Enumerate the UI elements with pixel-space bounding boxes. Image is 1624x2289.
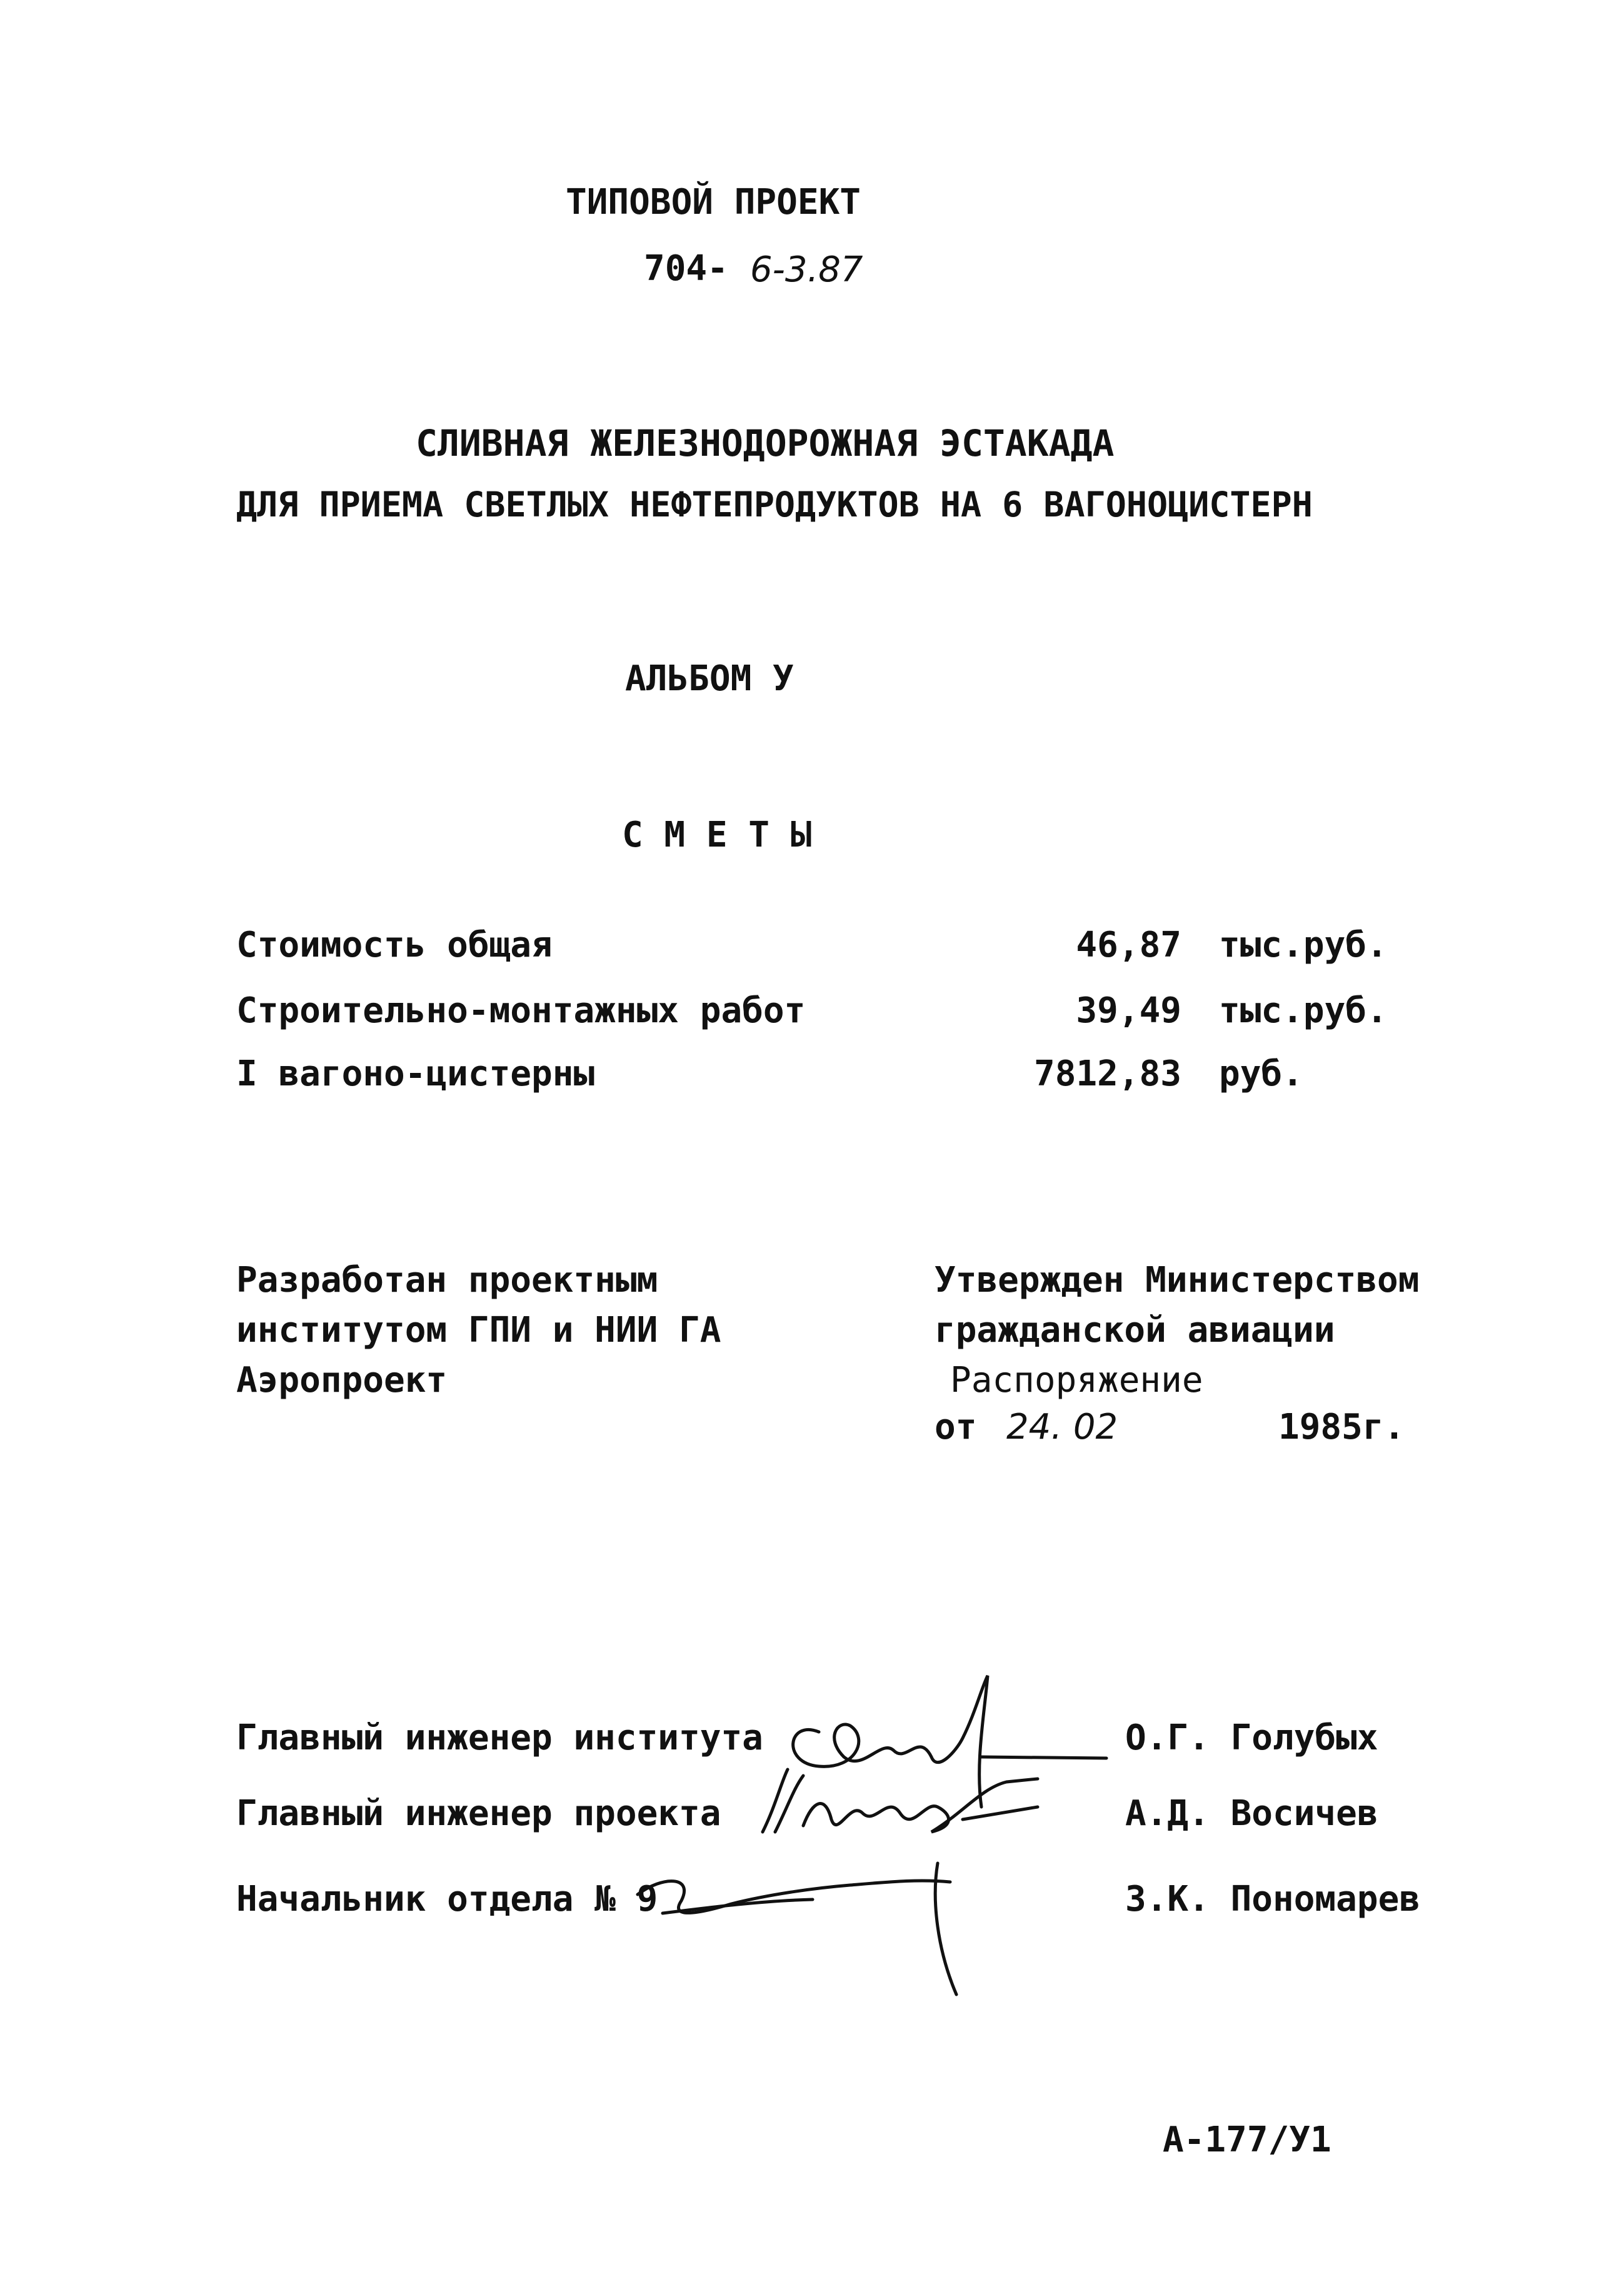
signature-title: Главный инженер института [236, 1718, 763, 1758]
signature-name: З.К. Пономарев [1125, 1879, 1421, 1919]
signature-name: А.Д. Восичев [1125, 1793, 1378, 1834]
title-line-1: СЛИВНАЯ ЖЕЛЕЗНОДОРОЖНАЯ ЭСТАКАДА [416, 422, 1115, 465]
developer-line-3: Аэропроект [236, 1360, 448, 1401]
approval-line-3: Распоряжение [950, 1360, 1203, 1401]
cost-label: Строительно-монтажных работ [236, 990, 806, 1031]
approval-line-2: гражданской авиации [935, 1310, 1335, 1351]
project-number-suffix: 6-3.87 [750, 249, 863, 290]
approval-year: 1985г. [1278, 1407, 1405, 1447]
approval-date-value: 24. 02 [1006, 1407, 1118, 1447]
cost-unit: тыс.руб. [1219, 925, 1388, 965]
section-title: С М Е Т Ы [622, 815, 812, 855]
cost-label: I вагоно-цистерны [236, 1054, 595, 1094]
developer-line-2: институтом ГПИ и НИИ ГА [236, 1310, 721, 1351]
developer-line-1: Разработан проектным [236, 1260, 658, 1300]
approval-date-prefix: от [935, 1407, 977, 1447]
project-label: ТИПОВОЙ ПРОЕКТ [566, 182, 861, 223]
cost-value: 39,49 [1076, 990, 1181, 1031]
signature-title: Главный инженер проекта [236, 1793, 721, 1834]
document-code: А-177/У1 [1163, 2120, 1331, 2160]
cost-unit: руб. [1219, 1054, 1303, 1094]
signature-scribble-3 [625, 1844, 975, 2007]
cost-label: Стоимость общая [236, 925, 553, 965]
album-label: АЛЬБОМ У [625, 658, 794, 699]
title-line-2: ДЛЯ ПРИЕМА СВЕТЛЫХ НЕФТЕПРОДУКТОВ НА 6 ВАГОНОЦИСТЕРН [236, 485, 1313, 525]
approval-line-1: Утвержден Министерством [935, 1260, 1420, 1300]
signature-scribble-2 [744, 1757, 1069, 1851]
cost-unit: тыс.руб. [1219, 990, 1388, 1031]
signature-name: О.Г. Голубых [1125, 1718, 1378, 1758]
signature-title: Начальник отдела № 9 [236, 1879, 658, 1919]
project-number-prefix: 704- [644, 248, 728, 289]
cost-value: 46,87 [1076, 925, 1181, 965]
cost-value: 7812,83 [1033, 1054, 1181, 1094]
